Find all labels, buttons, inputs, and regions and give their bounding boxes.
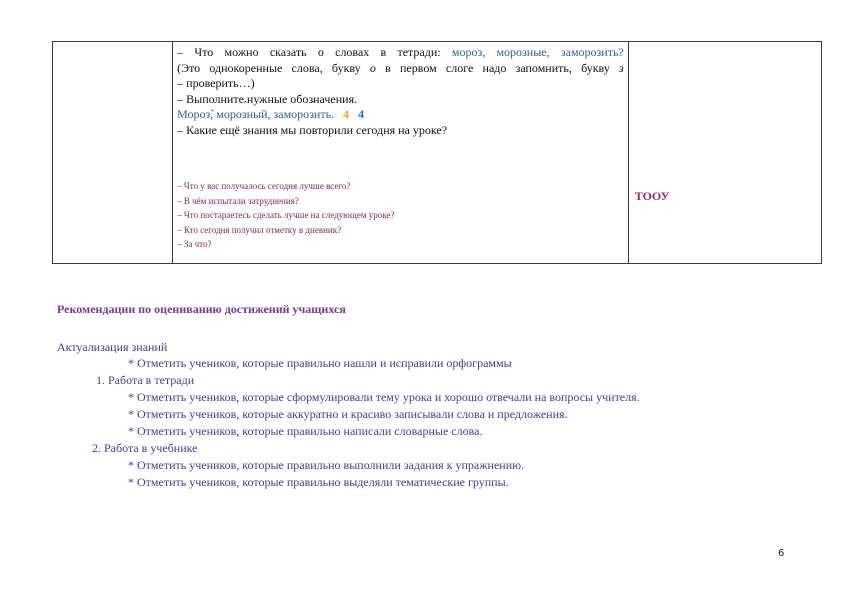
- example-words: мороз, морозные, заморозить?: [451, 45, 624, 59]
- letter-z: з: [619, 60, 624, 75]
- list-item: * Отметить учеников, которые правильно выделяли тематические группы.: [128, 475, 509, 489]
- section-heading-actualization: Актуализация знаний: [57, 340, 168, 354]
- question-line: [177, 45, 624, 61]
- list-item: – Что у вас получалось сегодня лучше всего?: [177, 181, 351, 191]
- table-row: [53, 42, 822, 264]
- section-heading-textbook: 2. Работа в учебнике: [92, 441, 198, 455]
- marked-word-a: Мороз, моро: [177, 107, 242, 121]
- stage-cell: [53, 42, 173, 264]
- list-item: – Что постараетесь сделать лучше на следующем уроке?: [177, 210, 395, 221]
- question-text: – Что можно сказать о словах в тетради:: [177, 45, 441, 59]
- marked-words-line: [177, 107, 624, 123]
- list-item: * Отметить учеников, которые сформулировали тему урока и хорошо отвечали на вопросы учителя.: [128, 390, 640, 404]
- summary-question: – Какие ещё знания мы повторили сегодня на уроке?: [177, 122, 448, 137]
- list-item: * Отметить учеников, которые правильно нашли и исправили орфограммы: [128, 356, 512, 370]
- page-number: 6: [778, 548, 785, 559]
- reflection-questions: [177, 179, 624, 252]
- score-digit-blue: 4: [358, 107, 365, 121]
- answer-text-b: в первом слоге надо запомнить, букву: [375, 60, 620, 75]
- score-digit-yellow: 4: [343, 107, 350, 121]
- instruction-text-a: – Вып: [177, 91, 209, 106]
- answer-line-end: – проверить…): [177, 76, 255, 90]
- marked-word-b: зный, заморо ´: [242, 107, 309, 121]
- list-item: * Отметить учеников, которые правильно выполнили задания к упражнению.: [128, 458, 525, 472]
- result-label: ТООУ: [634, 189, 670, 203]
- answer-line: [177, 61, 624, 77]
- list-item: – Кто сегодня получил отметку в дневник?: [177, 224, 342, 235]
- answer-text-a: (Это однокоренные слова, букву: [177, 60, 370, 75]
- lesson-table: [52, 41, 822, 264]
- section-heading-notebook: 1. Работа в тетради: [96, 373, 195, 387]
- marked-word-c: зить. ´: [309, 107, 334, 121]
- result-cell: [628, 42, 821, 264]
- activity-cell: [173, 42, 629, 264]
- list-item: * Отметить учеников, которые аккуратно и красиво записывали слова и предложения.: [128, 407, 568, 421]
- instruction-text-b: олните нужные обозначения. ˏ: [209, 92, 357, 106]
- list-item: * Отметить учеников, которые правильно написали словарные слова.: [128, 424, 483, 438]
- list-item: – В чём испытали затруднения?: [177, 195, 299, 206]
- recommendations-title: Рекомендации по оцениванию достижений учащихся: [57, 302, 346, 316]
- list-item: – За что?: [177, 239, 212, 250]
- letter-o: о: [369, 60, 376, 75]
